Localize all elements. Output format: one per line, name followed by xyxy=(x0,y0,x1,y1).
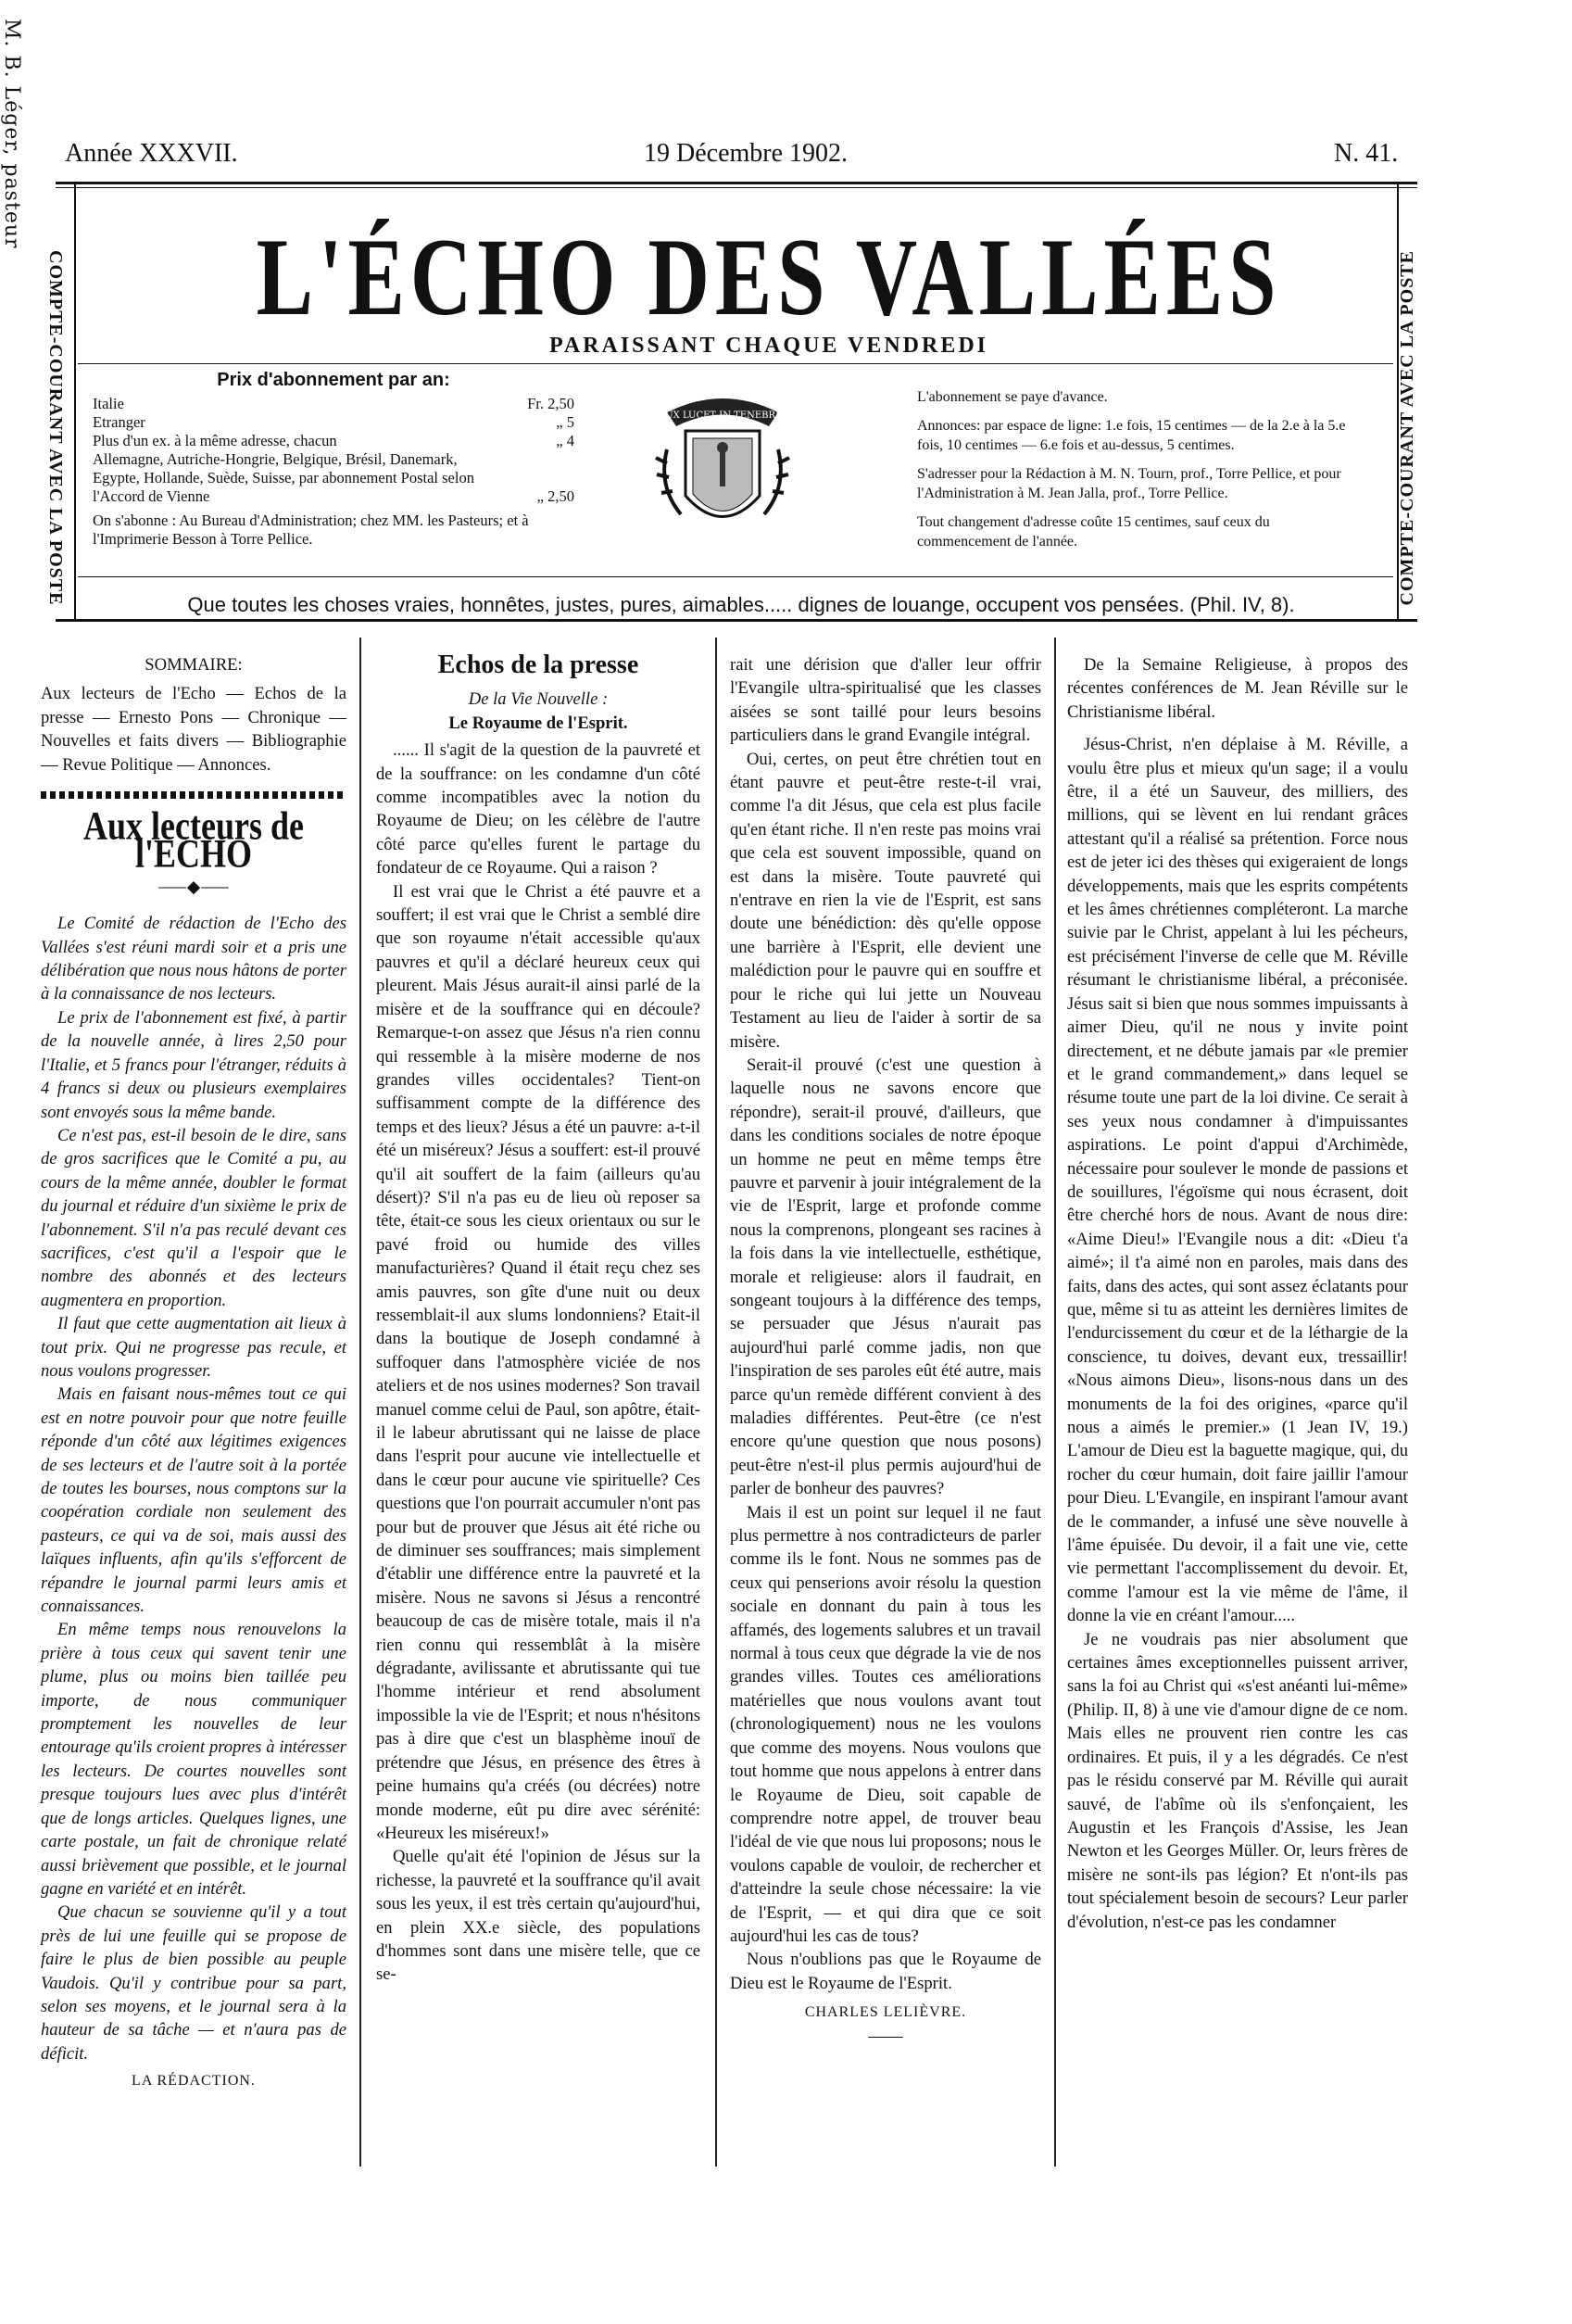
price-value: „ 4 xyxy=(556,432,574,449)
column-1 xyxy=(41,653,346,2093)
separator: —— xyxy=(868,2026,903,2046)
paragraph: Il faut que cette augmentation ait lieux à tout prix. Qui ne progresse pas recule, et nous voulons progresser. xyxy=(41,1314,346,1381)
paragraph: Quelle qu'ait été l'opinion de Jésus sur la richesse, la pauvreté et la souffrance qu'il avait sous les yeux, il est très certain qu'aujourd'hui, en plein XX.e siècle, des populations d'hommes sont dans une misère telle, que ce se- xyxy=(376,1847,700,1985)
vertical-label-left: COMPTE-COURANT AVEC LA POSTE xyxy=(45,250,66,606)
top-rule-thin xyxy=(56,187,1417,188)
price-value: Fr. 2,50 xyxy=(527,395,574,412)
paragraph: Jésus-Christ, n'en déplaise à M. Réville, a voulu être plus et mieux qu'un sage; il a voulu être, il a été un Sauveur, des milliers, des millions, qui se lèvent en lui rendant grâces attestant qu'il a réalisé sa prétention. Force nous est de jeter ici des thèses qui exigeraient de longs développements, mais que les esprits compétents et les âmes chrétiennes compléteront. La marche suivie par le Christ, appelant à lui les pécheurs, est précisément l'inverse de celle que M. Réville résumant le christianisme libéral, a préconisée. Jésus sait si bien que nous sommes impuissants à aimer Dieu, qu'il ne nous y invite point directement, et ne débute jamais par «le premier et le grand commandement,» dans lequel se résume toute une part de la loi divine. Ce serait à ses yeux nous condamner à d'impuissantes aspirations. Le point d'appui d'Archimède, nécessaire pour soulever le monde de passions et de souillures, l'égoïsme qui nous écrasent, doit être cherché hors de nous. Avant de nous dire: «Aime Dieu!» l'Evangile nous a dit: «Dieu t'a aimé»; il t'a aimé non en paroles, mais dans des faits, dans des actes, qui sont assez éclatants pour que, même si tu as atteint les dernières limites de l'endurcissement du cœur et de la léthargie de la conscience, tu doives, devant eux, tressaillir! «Nous aimons Dieu», lisons-nous dans un des monuments de la foi des origines, «parce qu'il nous a aimés le premier.» (1 Jean IV, 19.) L'amour de Dieu est la baguette magique, qui, du rocher du cœur humain, doit faire jaillir l'amour pour Dieu. L'Evangile, en inspirant l'amour avant de le commander, a infusé une sève nouvelle à l'âme épuisée. Du devoir, il a fait une vie, cette vie permettant l'accomplissement du devoir. Et, comme l'amour est la vie même de l'âme, il donne la vie en créant l'amour..... xyxy=(1067,735,1408,1626)
announcements-box xyxy=(917,387,1362,561)
sommaire-title: SOMMAIRE: xyxy=(145,655,243,675)
paragraph: Il est vrai que le Christ a été pauvre et a souffert; il est vrai que le Christ a semblé dire que son royaume n'était accessible qu'aux pauvres et qu'il a déclaré heureux ceux qui pleurent. Mais Jésus aurait-il ainsi parlé de la misère et de la souffrance qui en découle? Remarque-t-on assez que Jésus n'a rien connu qui ressemble à la misère moderne de nos grandes villes occidentales? Tient-on suffisamment compte de la différence des temps et des lieux? Jésus a été un pauvre: a-t-il été un miséreux? Jésus a souffert: est-il prouvé qu'il ait souffert de la faim (ailleurs qu'au désert)? S'il n'a pas eu de lieu où reposer sa tête, était-ce sous les cieux orientaux ou sur le pavé froid ou humide des villes manufacturières? Quand il était reçu chez ses amis pauvres, son gîte d'une nuit ou deux ressemblait-il aux slums londonniens? Etait-il dans la boutique de Joseph condamné à suffoquer dans l'atmosphère viciée de nos ateliers et de nos usines modernes? Son travail manuel comme celui de Paul, son apôtre, était-il le labeur abrutissant qui ne laisse de place dans l'esprit pour aucune vie intellectuelle et dans le cœur pour aucune vie spirituelle? Ces questions que l'on pourrait accumuler n'ont pas pour but de prouver que Jésus ait été riche ou de diminuer ses souffrances; mais simplement d'établir une différence entre la pauvreté et la misère. Nous ne savons si Jésus a rencontré beaucoup de cas de misère totale, mais il n'a rien connu qui ressemblât à la misère dégradante, avilissante et abrutissante qui tue l'homme intérieur et rend absolument impossible la vie de l'Esprit; et nous n'hésitons pas à dire que c'est un blasphème inouï de prétendre que Jésus, en présence des êtres à peine humains qu'a créés (ou décrées) notre monde moderne, eût pu dire avec sérénité: «Heureux les miséreux!» xyxy=(376,881,700,1843)
column-rule xyxy=(1054,638,1056,2166)
paragraph: Nous n'oublions pas que le Royaume de Dieu est le Royaume de l'Esprit. xyxy=(730,1950,1041,1993)
masthead-subtitle: PARAISSANT CHAQUE VENDREDI xyxy=(548,334,989,358)
subscription-box xyxy=(93,371,574,549)
margin-pasteur: M. B. Léger, pasteur xyxy=(0,19,23,249)
paragraph: Mais en faisant nous-mêmes tout ce qui est en notre pouvoir pour que notre feuille réponde d'un côté aux légitimes exigences de ses lecteurs et de l'autre soit à la portée de toutes les bourses, nous comptons sur la coopération cordiale non seulement des pasteurs, ce qui va de soi, mais aussi des laïques influents, afin qu'ils s'efforcent de répandre le journal parmi leurs amis et connaissances. xyxy=(41,1384,346,1617)
lux-lucet-emblem xyxy=(630,375,815,561)
paragraph: Le Comité de rédaction de l'Echo des Vallées s'est réuni mardi soir et a pris une délibération que nous nous hâtons de porter à la connaissance de nos lecteurs. xyxy=(41,914,346,1004)
annonce-line: Tout changement d'adresse coûte 15 centimes, sauf ceux du commencement de l'année. xyxy=(917,514,1270,549)
paragraph: Je ne voudrais pas nier absolument que certaines âmes exceptionnelles puissent arriver, sans la foi au Christ qui «s'est anéanti lui-même» (Philip. II, 8) à une vie d'amour digne de ce nom. Mais elles ne prouvent rien contre les cas ordinaires. Et puis, il y a les dégradés. Ce n'est pas le résidu conservé par M. Réville qui aurait sauvé, de l'abîme où ils s'enfonçaient, les Augustin et les François d'Assise, les Jean Newton et les Georges Müller. Or, leurs frères de misère ne sont-ils pas légion? Et n'ont-ils pas tout spécialement besoin de secours? Leur parler d'évolution, n'est-ce pas les condamner xyxy=(1067,1629,1408,1932)
price-label: Allemagne, Autriche-Hongrie, Belgique, Brésil, Danemark, Egypte, Hollande, Suède, Suisse, par abonnement Postal selon l'Accord de Vienne xyxy=(93,450,474,505)
annonce-line: S'adresser pour la Rédaction à M. N. Tourn, prof., Torre Pellice, et pour l'Administration à M. Jean Jalla, prof., Torre Pellice. xyxy=(917,466,1341,501)
paragraph: Mais il est un point sur lequel il ne faut plus permettre à nos contradicteurs de parler comme ils le font. Nous ne sommes pas de ceux qui penserions avoir résolu la question sociale en donnant du pain à tous les affamés, des logements salubres et un travail normal à tous ceux que dégrade la vie de nos grandes villes. Toutes ces améliorations matérielles que nous voulons avant tout (chronologiquement) nous ne les voulons que comme des moyens. Nous voulons que tout homme que nous appelons à entrer dans le Royaume de Dieu, soit capable de comprendre notre appel, de trouver beau l'idéal de vie que nous lui proposons; nous le voulons capable de vouloir, de rechercher et d'atteindre la seule chose nécessaire: la vie de l'Esprit, — et qui dira que ce soit aujourd'hui les cas de tous? xyxy=(730,1502,1041,1946)
paragraph: Que chacun se souvienne qu'il y a tout près de lui une feuille qui se propose de faire le plus de bien possible au peuple Vaudois. Qu'il y contribue pour sa part, selon ses moyens, et le journal sera à la hauteur de sa tâche — et n'aura pas de déficit. xyxy=(41,1902,346,2064)
frame-bottom xyxy=(56,619,1417,622)
paragraph: Serait-il prouvé (c'est une question à laquelle nous ne savons encore que répondre), serait-il prouvé, d'ailleurs, que dans les conditions sociales de notre époque un homme ne peut en même temps être pauvre et parvenir à jouir intégralement de la vie de l'Esprit, large et profonde comme nous la comprenons, plongeant ses racines à la fois dans la vie intellectuelle, esthétique, morale et religieuse: alors il faudrait, en songeant toujours à la différence des temps, se persuader que Jésus n'aurait pas aujourd'hui parlé comme jadis, non que l'inspiration de ses paroles eût été autre, mais parce qu'un remède différent convient à des maladies différentes. Peut-être (ce n'est encore qu'une question que nous posons) peut-être n'est-il plus permis aujourd'hui de parler de bonheur des pauvres? xyxy=(730,1055,1041,1499)
paragraph: ...... Il s'agit de la question de la pauvreté et de la souffrance: on les condamne d'un côté comme incompatibles avec la notion du Royaume de Dieu; on les célèbre de l'autre côté parce qu'elles furent le partage du fondateur de ce Royaume. Qui a raison ? xyxy=(376,740,700,878)
paragraph: Le prix de l'abonnement est fixé, à partir de la nouvelle année, à lires 2,50 pour l'Italie, et 5 francs pour l'étranger, réduits à 4 francs si deux ou plusieurs exemplaires sont envoyés sous la même bande. xyxy=(41,1007,346,1122)
paragraph: Oui, certes, on peut être chrétien tout en étant pauvre et peut-être reste-t-il vrai, comme l'a dit Jésus, que cela est plus facile qu'en étant riche. Il n'en reste pas moins vrai que cela est souvent impossible, quand on est dans la misère. Toute pauvreté qui n'entrave en rien la vie de l'Esprit, est sans doute une bénédiction: dès qu'elle oppose une barrière à l'Esprit, elle devient une malédiction pour le pauvre qui en souffre et pour le riche qui lui jette un Nouveau Testament au lieu de l'aider à sortir de sa misère. xyxy=(730,749,1041,1052)
column-3 xyxy=(730,653,1041,2048)
subscription-where: On s'abonne : Au Bureau d'Administration; chez MM. les Pasteurs; et à l'Imprimerie Besson à Torre Pellice. xyxy=(93,512,529,548)
price-label: Plus d'un ex. à la même adresse, chacun xyxy=(93,432,337,449)
column-rule xyxy=(359,638,361,2166)
signature: LA RÉDACTION. xyxy=(132,2073,256,2090)
article-source: De la Vie Nouvelle : xyxy=(468,689,609,710)
motto: Que toutes les choses vraies, honnêtes, justes, pures, aimables..... dignes de louange, occupent vos pensées. (Phil. IV, 8). xyxy=(187,593,1295,616)
price-row xyxy=(93,450,574,506)
column-rule xyxy=(715,638,717,2166)
issue-number: N. 41. xyxy=(1334,139,1399,168)
inner-box-top xyxy=(78,363,1393,364)
price-label: Italie xyxy=(93,395,124,412)
price-row xyxy=(93,432,574,450)
price-value: „ 2,50 xyxy=(536,487,574,505)
article-heading: Aux lecteurs de l'ECHO xyxy=(83,803,304,877)
paragraph: En même temps nous renouvelons la prière à tous ceux qui savent tenir une plume, plus ou moins bien taillée peu importe, de nous communiquer promptement les nouvelles de leur entourage qu'ils croient propres à intéresser les lecteurs. De courtes nouvelles sont presque toujours lues avec plus d'intérêt que de longs articles. Quelques lignes, une carte postale, un fait de chronique relaté aussi brièvement que possible, et le journal gagne en variété et en intérêt. xyxy=(41,1620,346,1899)
column-4 xyxy=(1067,653,1408,1934)
annonce-line: Annonces: par espace de ligne: 1.e fois, 15 centimes — de la 2.e à la 5.e fois, 10 centimes — 6.e fois et au-dessus, 5 centimes. xyxy=(917,418,1346,453)
article-heading: Echos de la presse xyxy=(437,650,639,679)
price-label: Etranger xyxy=(93,413,145,431)
intro: De la Semaine Religieuse, à propos des récentes conférences de M. Jean Réville sur le Christianisme libéral. xyxy=(1067,655,1408,722)
paragraph: Ce n'est pas, est-il besoin de le dire, sans de gros sacrifices que le Comité a pu, au cours de la même année, doubler le format du journal et réduire d'un sixième le prix de l'abonnement. S'il n'a pas reculé devant ces sacrifices, c'est qu'il a l'espoir que le nombre des abonnés et des lecteurs augmentera en proportion. xyxy=(41,1125,346,1310)
ornament-rule xyxy=(41,791,346,799)
subscription-heading: Prix d'abonnement par an: xyxy=(217,370,450,390)
price-row xyxy=(93,413,574,432)
ornament: ⸺◆⸺ xyxy=(157,877,230,897)
price-row xyxy=(93,395,574,413)
inner-box-bottom xyxy=(78,576,1393,577)
issue-date: 19 Décembre 1902. xyxy=(644,139,849,168)
masthead-title: L'ÉCHO DES VALLÉES xyxy=(256,215,1282,339)
annonce-line: L'abonnement se paye d'avance. xyxy=(917,389,1108,405)
paragraph: rait une dérision que d'aller leur offrir l'Evangile ultra-spiritualisé que les classes aisées se sont taillé pour leurs besoins particuliers dans le grand Evangile intégral. xyxy=(730,655,1041,746)
column-2 xyxy=(376,650,700,1987)
annee: Année XXXVII. xyxy=(65,139,238,168)
signature: CHARLES LELIÈVRE. xyxy=(804,2004,967,2021)
article-subheading: Le Royaume de l'Esprit. xyxy=(448,713,628,733)
vertical-label-right: COMPTE-COURANT AVEC LA POSTE xyxy=(1397,250,1417,606)
price-value: „ 5 xyxy=(556,413,574,431)
top-rule xyxy=(56,182,1417,184)
sommaire-text: Aux lecteurs de l'Echo — Echos de la presse — Ernesto Pons — Chronique — Nouvelles et faits divers — Bibliographie — Revue Politique — Annonces. xyxy=(41,684,346,775)
emblem-banner: LUX LUCET IN TENEBRIS xyxy=(660,410,786,421)
frame-left xyxy=(74,184,76,620)
